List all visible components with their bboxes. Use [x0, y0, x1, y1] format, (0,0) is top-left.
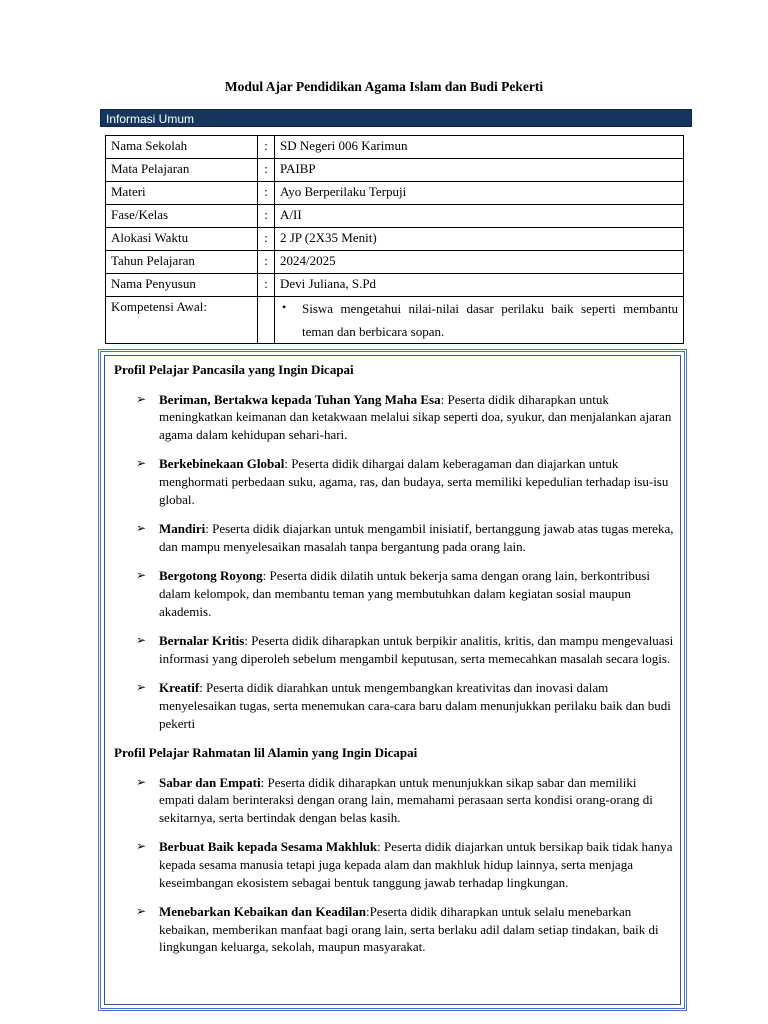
row-separator: : — [258, 274, 275, 297]
row-value: SD Negeri 006 Karimun — [275, 136, 684, 159]
profile-box — [98, 349, 687, 1011]
row-value — [275, 297, 684, 344]
row-separator: : — [258, 205, 275, 228]
document-title: Modul Ajar Pendidikan Agama Islam dan Budi Pekerti — [224, 79, 544, 94]
arrow-bullet-icon: ➢ — [136, 774, 147, 789]
row-label: Tahun Pelajaran — [106, 251, 258, 274]
list-item — [114, 903, 674, 956]
row-separator: : — [258, 228, 275, 251]
bullet-icon: • — [282, 300, 287, 314]
list-item — [114, 838, 674, 891]
item-desc: : Peserta didik diajarkan untuk bersikap baik tidak hanya kepada sesama manusia tetapi juga kepada alam dan makhluk hidup lainnya, serta menjaga keseimbangan ekosistem sebagai bentuk tanggung jawab terhadap lingkungan. — [159, 839, 673, 890]
item-term: Berkebinekaan Global — [159, 456, 285, 472]
row-value: A/II — [275, 205, 684, 228]
row-label: Mata Pelajaran — [106, 159, 258, 182]
section-title-rahmatan: Profil Pelajar Rahmatan lil Alamin yang Ingin Dicapai — [114, 745, 418, 761]
arrow-bullet-icon: ➢ — [136, 456, 147, 471]
row-label: Fase/Kelas — [106, 205, 258, 228]
arrow-bullet-icon: ➢ — [136, 391, 147, 406]
item-desc: :Peserta didik diharapkan untuk selalu menebarkan kebaikan, memberikan manfaat bagi orang lain, serta berlaku adil dalam setiap tindakan, baik di lingkungan keluarga, sekolah, maupun masyarakat. — [159, 904, 659, 955]
list-item — [114, 455, 674, 508]
arrow-bullet-icon: ➢ — [136, 568, 147, 583]
row-label: Kompetensi Awal: — [106, 297, 258, 344]
item-desc: : Peserta didik diharapkan untuk menunjukkan sikap sabar dan memiliki empati dalam berinteraksi dengan orang lain, memahami perasaan serta kondisi orang-orang di sekitarnya, serta bertindak dengan belas kasih. — [159, 774, 653, 825]
table-row — [106, 205, 684, 228]
row-separator: : — [258, 251, 275, 274]
item-term: Beriman, Bertakwa kepada Tuhan Yang Maha Esa — [159, 391, 441, 407]
item-desc: : Peserta didik diharapkan untuk meningkatkan keimanan dan ketakwaan melalui sikap seperti doa, syukur, dan menjalankan ajaran agama dalam kehidupan sehari-hari. — [159, 391, 672, 442]
list-item — [114, 520, 674, 555]
table-row-kompetensi — [106, 297, 684, 344]
row-value: 2 JP (2X35 Menit) — [275, 228, 684, 251]
arrow-bullet-icon: ➢ — [136, 839, 147, 854]
row-separator: : — [258, 136, 275, 159]
item-desc: : Peserta didik diarahkan untuk mengembangkan kreativitas dan inovasi dalam menyelesaikan tugas, serta menemukan cara-cara baru dalam menunjukkan perilaku baik dan budi pekerti — [159, 680, 671, 731]
row-value: Ayo Berperilaku Terpuji — [275, 182, 684, 205]
table-row — [106, 182, 684, 205]
row-label: Nama Penyusun — [106, 274, 258, 297]
list-item — [114, 391, 674, 444]
row-value: Devi Juliana, S.Pd — [275, 274, 684, 297]
item-desc: : Peserta didik diharapkan untuk berpikir analitis, kritis, dan mampu mengevaluasi informasi yang diperoleh sebelum mengambil keputusan, serta memecahkan masalah secara logis. — [159, 633, 674, 666]
item-term: Berbuat Baik kepada Sesama Makhluk — [159, 839, 378, 855]
arrow-bullet-icon: ➢ — [136, 521, 147, 536]
list-item — [114, 632, 674, 667]
table-row — [106, 274, 684, 297]
row-separator-empty — [258, 297, 275, 344]
item-term: Sabar dan Empati — [159, 774, 261, 790]
table-row — [106, 251, 684, 274]
item-term: Menebarkan Kebaikan dan Keadilan — [159, 904, 366, 920]
item-term: Bergotong Royong — [159, 568, 263, 584]
section-header-informasi-umum: Informasi Umum — [100, 109, 692, 127]
table-row — [106, 136, 684, 159]
item-desc: : Peserta didik dilatih untuk bekerja sama dengan orang lain, berkontribusi dalam kelompok, dan membantu teman yang membutuhkan dalam kegiatan sosial maupun akademis. — [159, 568, 651, 619]
item-term: Kreatif — [159, 680, 200, 696]
list-item — [114, 679, 674, 732]
row-label: Alokasi Waktu — [106, 228, 258, 251]
row-value: 2024/2025 — [275, 251, 684, 274]
row-label: Nama Sekolah — [106, 136, 258, 159]
table-row — [106, 159, 684, 182]
row-value: PAIBP — [275, 159, 684, 182]
list-item — [114, 567, 674, 620]
item-desc: : Peserta didik diajarkan untuk mengambil inisiatif, bertanggung jawab atas tugas mereka, dan mampu menyelesaikan masalah tanpa bergantung pada orang lain. — [159, 521, 674, 554]
arrow-bullet-icon: ➢ — [136, 633, 147, 648]
item-term: Mandiri — [159, 521, 206, 537]
row-separator: : — [258, 159, 275, 182]
item-desc: : Peserta didik dihargai dalam keberagaman dan diajarkan untuk menghormati perbedaan suku, agama, ras, dan budaya, serta memiliki kepedulian terhadap isu-isu global. — [159, 456, 669, 507]
item-term: Bernalar Kritis — [159, 633, 245, 649]
info-table — [105, 135, 684, 344]
row-separator: : — [258, 182, 275, 205]
table-row — [106, 228, 684, 251]
row-label: Materi — [106, 182, 258, 205]
kompetensi-text: Siswa mengetahui nilai-nilai dasar perilaku baik seperti membantu teman dan berbicara sopan. — [302, 301, 678, 339]
section-title-pancasila: Profil Pelajar Pancasila yang Ingin Dicapai — [114, 362, 354, 377]
arrow-bullet-icon: ➢ — [136, 680, 147, 695]
list-item — [114, 774, 674, 827]
arrow-bullet-icon: ➢ — [136, 904, 147, 919]
